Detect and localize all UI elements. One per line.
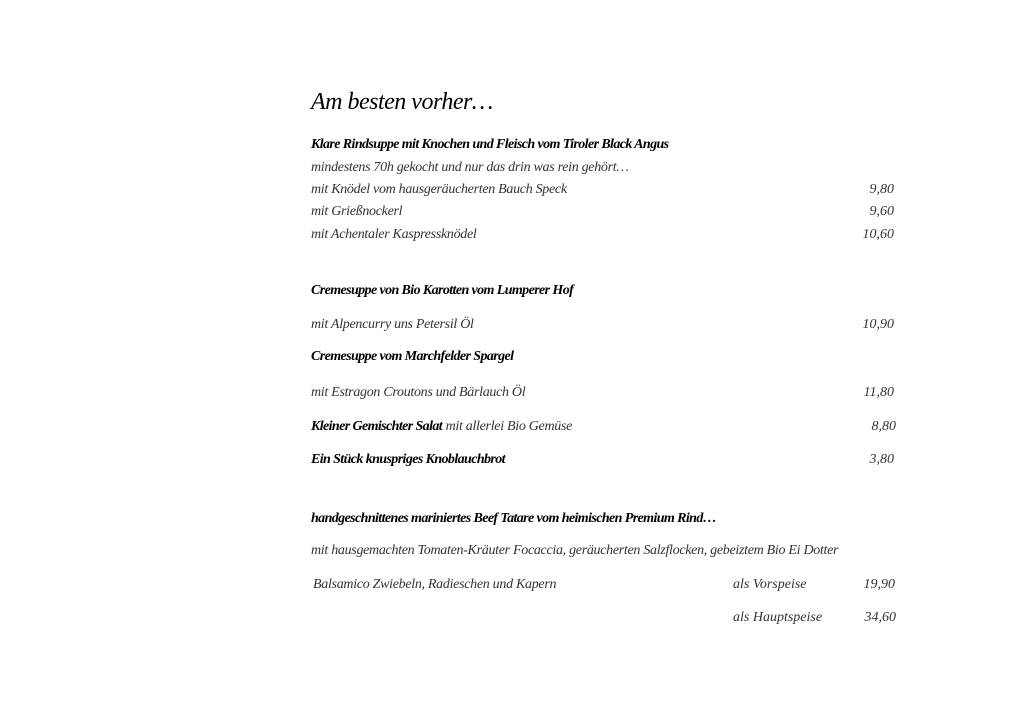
option-price: 19,90 <box>863 577 895 592</box>
menu-item-label: mit Knödel vom hausgeräucherten Bauch Speck <box>311 182 567 197</box>
section-heading: Cremesuppe vom Marchfelder Spargel <box>311 349 514 364</box>
menu-item-price: 3,80 <box>869 452 894 467</box>
option-price: 34,60 <box>864 610 896 625</box>
section-description: mit hausgemachten Tomaten-Kräuter Focaccia, geräucherten Salzflocken, gebeiztem Bio Ei Dotter <box>311 543 839 558</box>
menu-item-price: 10,90 <box>862 317 894 332</box>
option-label: als Vorspeise <box>733 577 807 592</box>
menu-item-heading: Kleiner Gemischter Salat <box>311 419 443 434</box>
menu-item-price: 9,60 <box>869 204 894 219</box>
menu-item-heading: Ein Stück knuspriges Knoblauchbrot <box>311 452 505 467</box>
menu-item-price: 8,80 <box>871 419 896 434</box>
option-label: als Hauptspeise <box>733 610 823 625</box>
section-heading: Klare Rindsuppe mit Knochen und Fleisch vom Tiroler Black Angus <box>311 137 669 152</box>
menu-item-salat <box>311 418 572 436</box>
section-description: Balsamico Zwiebeln, Radieschen und Kapern <box>313 577 557 592</box>
menu-item-price: 11,80 <box>863 385 894 400</box>
menu-item-label: mit Achentaler Kaspressknödel <box>311 227 477 242</box>
menu-item-label: mit Estragon Croutons und Bärlauch Öl <box>311 385 526 400</box>
menu-item-description: mit allerlei Bio Gemüse <box>445 419 573 434</box>
menu-item-price: 9,80 <box>869 182 894 197</box>
section-heading: Cremesuppe von Bio Karotten vom Lumperer Hof <box>311 283 574 298</box>
section-heading: handgeschnittenes mariniertes Beef Tatare vom heimischen Premium Rind… <box>311 511 717 526</box>
section-subtitle: mindestens 70h gekocht und nur das drin was rein gehört… <box>311 160 629 175</box>
menu-item-label: mit Grießnockerl <box>311 204 403 219</box>
menu-item-price: 10,60 <box>862 227 894 242</box>
page-title: Am besten vorher… <box>311 89 493 115</box>
menu-item-label: mit Alpencurry uns Petersil Öl <box>311 317 474 332</box>
